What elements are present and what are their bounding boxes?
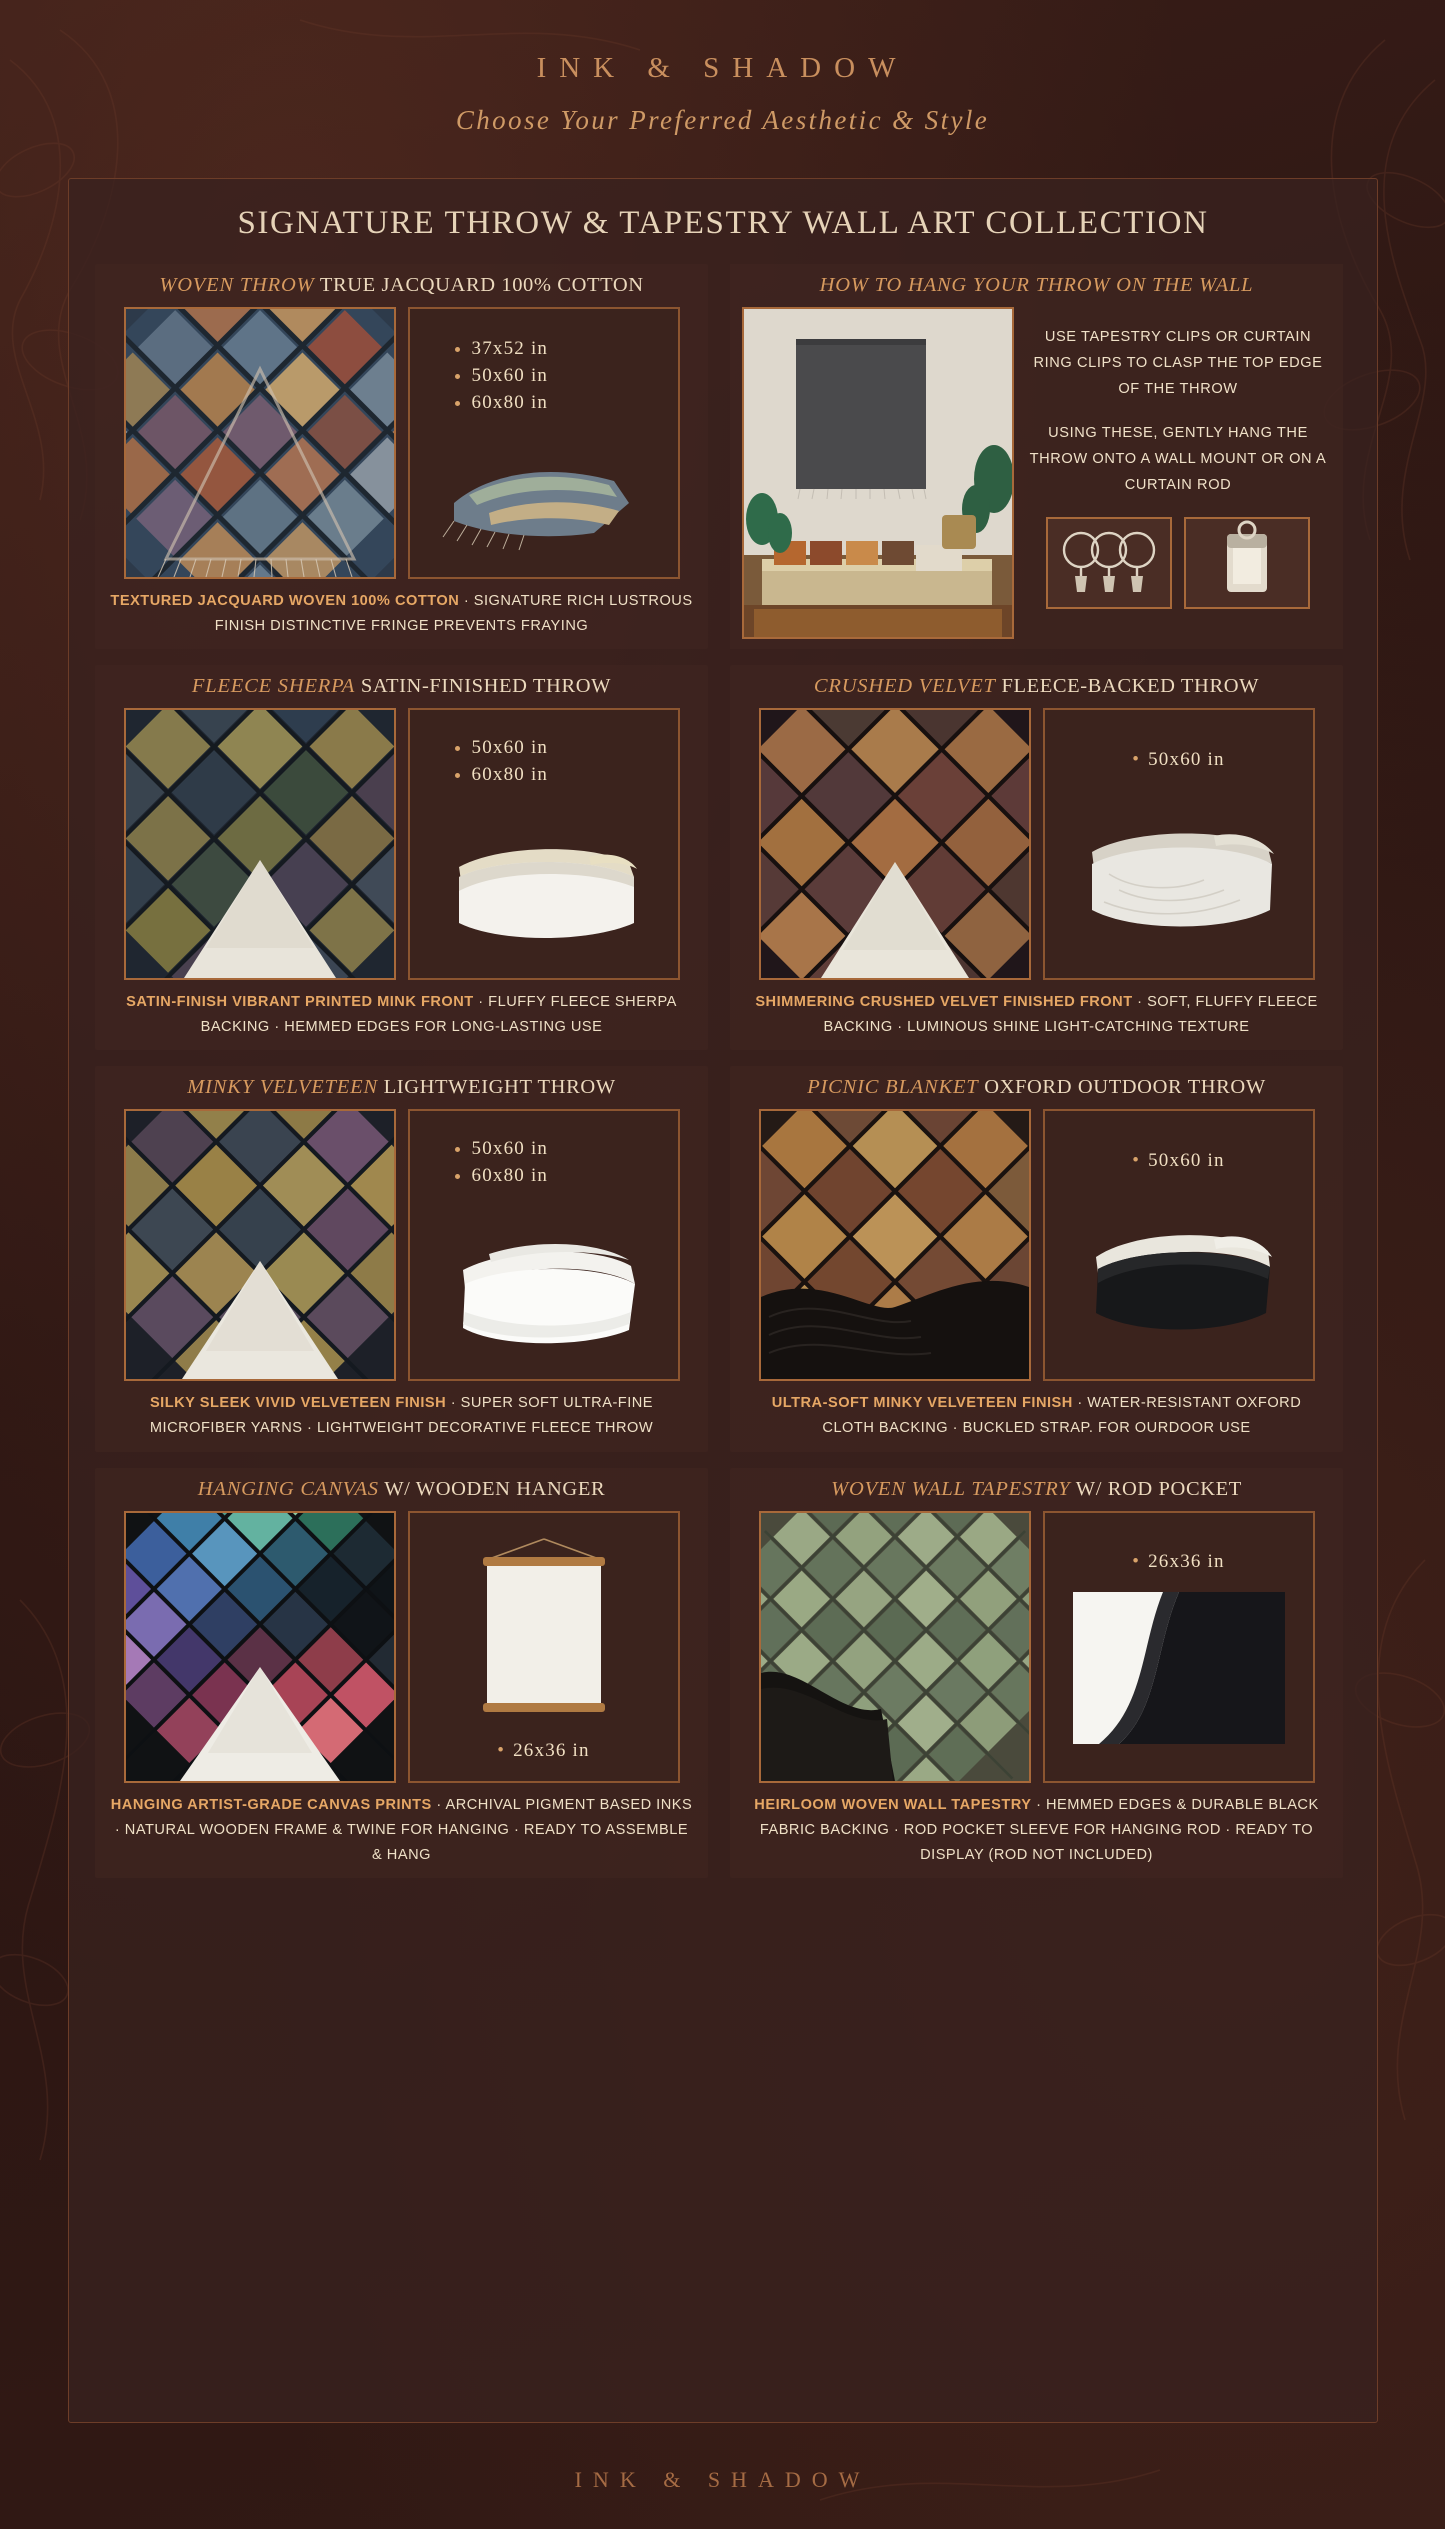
size-options-panel-picnic [1043,1109,1315,1381]
size-option: • 60x80 in [472,392,678,414]
card-body [95,1109,708,1381]
card-description-strong: TEXTURED JACQUARD WOVEN 100% COTTON [110,593,460,609]
size-list [1045,744,1313,776]
card-description [109,990,694,1040]
card-description-strong: ULTRA-SOFT MINKY VELVETEEN FINISH [771,1395,1073,1412]
card-title-rest: FLEECE-BACKED THROW [1001,675,1260,698]
room-photo-throw-on-wall [742,307,1014,639]
card-description [744,1793,1329,1868]
size-option: • 50x60 in [1132,1150,1225,1172]
card-description-rest: · ARCHIVAL PIGMENT BASED INKS · NATURAL WOODEN FRAME & TWINE FOR HANGING · READY TO ASSEMBLE & HANG [114,1796,693,1863]
card-title-emphasis: MINKY VELVETEEN [187,1076,378,1099]
card-body [95,307,708,579]
size-list [410,732,678,791]
card-description-rest: · SUPER SOFT ULTRA-FINE MICROFIBER YARNS · LIGHTWEIGHT DECORATIVE FLEECE THROW [149,1395,654,1437]
size-options-panel-velvet [1043,708,1315,980]
folded-velvet-illustration [1064,794,1294,944]
hang-instruction-2: USING THESE, GENTLY HANG THE THROW ONTO A WALL MOUNT OR ON A CURTAIN ROD [1029,424,1327,493]
card-description-strong: HEIRLOOM WOVEN WALL TAPESTRY [754,1796,1032,1813]
card-body [95,708,708,980]
size-option-label: 26x36 in [513,1739,590,1761]
card-description-rest: · WATER-RESISTANT OXFORD CLOTH BACKING · BUCKLED STRAP. FOR OURDOOR USE [822,1395,1302,1437]
how-to-hang-card [730,264,1343,649]
collection-panel [68,178,1378,2423]
card-body [730,1511,1343,1783]
card-description-strong: SHIMMERING CRUSHED VELVET FINISHED FRONT [755,994,1133,1011]
hang-instructions [1028,307,1328,639]
footer-brand: INK & SHADOW [574,2467,871,2492]
product-photo-picnic-pattern [759,1109,1031,1381]
product-photo-sherpa-pattern [124,708,396,980]
hang-card-body [730,307,1343,639]
folded-sherpa-illustration [429,807,659,957]
card-body [730,708,1343,980]
folded-picnic-illustration [1064,1195,1294,1345]
card-description [744,990,1329,1040]
size-options-panel-canvas [408,1511,680,1783]
size-list [410,1133,678,1192]
product-card-fleece-sherpa[interactable] [95,665,708,1050]
size-option: • 37x52 in [472,338,678,360]
product-photo-tapestry-pattern [759,1511,1031,1783]
product-photo-woven-pattern [124,307,396,579]
size-options-panel-woven [408,307,680,579]
hang-hardware-icons [1028,517,1328,609]
card-title [95,665,708,708]
hang-instruction-1: USE TAPESTRY CLIPS OR CURTAIN RING CLIPS TO CLASP THE TOP EDGE OF THE THROW [1033,329,1323,397]
size-option: • 50x60 in [472,737,678,759]
card-title-emphasis: WOVEN THROW [159,274,315,296]
card-body [730,1109,1343,1381]
card-description [109,1793,694,1868]
card-description-strong: HANGING ARTIST-GRADE CANVAS PRINTS [110,1796,432,1813]
card-title-rest: W/ ROD POCKET [1075,1477,1242,1500]
product-grid [95,264,1351,1878]
size-list [410,1735,678,1767]
size-options-panel-sherpa [408,708,680,980]
tapestry-backing-illustration [1059,1588,1299,1748]
card-title-emphasis: PICNIC BLANKET [807,1076,979,1099]
hang-card-title-text: HOW TO HANG YOUR THROW ON THE WALL [819,274,1254,296]
size-option: • 26x36 in [1132,1550,1225,1572]
card-title-rest: SATIN-FINISHED THROW [360,675,612,698]
grid-row-2 [95,665,1351,1050]
size-options-panel-minky [408,1109,680,1381]
card-title [730,1066,1343,1109]
card-description-rest: · FLUFFY FLEECE SHERPA BACKING · HEMMED EDGES FOR LONG-LASTING USE [200,994,677,1036]
product-card-minky-velveteen[interactable] [95,1066,708,1451]
card-title [95,1066,708,1109]
size-options-panel-tapestry [1043,1511,1315,1783]
card-title-rest: LIGHTWEIGHT THROW [383,1076,616,1099]
product-card-crushed-velvet[interactable] [730,665,1343,1050]
card-description-rest: · SIGNATURE RICH LUSTROUS FINISH DISTINCTIVE FRINGE PREVENTS FRAYING [214,593,693,635]
tapestry-clip-icon [1184,517,1310,609]
size-option-label: 50x60 in [1148,749,1225,771]
card-title-rest: W/ WOODEN HANGER [384,1477,606,1500]
size-list [410,333,678,419]
brand-title: INK & SHADOW [536,52,909,84]
card-description-strong: SILKY SLEEK VIVID VELVETEEN FINISH [149,1395,447,1412]
card-title [95,264,708,307]
product-card-woven-wall-tapestry[interactable] [730,1468,1343,1878]
card-title-emphasis: HANGING CANVAS [197,1477,379,1500]
canvas-with-hanger-illustration [449,1533,639,1729]
size-list [1045,1145,1313,1177]
card-body [95,1511,708,1783]
size-option-label: 26x36 in [1148,1550,1225,1572]
card-title [730,665,1343,708]
card-description-rest: · HEMMED EDGES & DURABLE BLACK FABRIC BACKING · ROD POCKET SLEEVE FOR HANGING ROD · READY TO DISPLAY (ROD NOT INCLUDED) [759,1796,1319,1863]
size-option: • 60x80 in [472,764,678,786]
card-title [95,1468,708,1511]
card-description-rest: · SOFT, FLUFFY FLEECE BACKING · LUMINOUS SHINE LIGHT-CATCHING TEXTURE [823,994,1318,1036]
card-description [109,1391,694,1441]
size-option: • 50x60 in [472,365,678,387]
size-list [1045,1546,1313,1578]
size-option: • 26x36 in [497,1739,590,1761]
size-option: • 50x60 in [1132,749,1225,771]
product-photo-velvet-pattern [759,708,1031,980]
hang-card-title [730,264,1343,307]
grid-row-4 [95,1468,1351,1878]
size-option: • 50x60 in [472,1138,678,1160]
curtain-ring-clips-icon [1046,517,1172,609]
product-photo-canvas-pattern [124,1511,396,1783]
card-description [744,1391,1329,1441]
product-card-picnic-blanket[interactable] [730,1066,1343,1451]
grid-row-3 [95,1066,1351,1451]
card-title-rest: OXFORD OUTDOOR THROW [984,1076,1266,1099]
card-description [109,589,694,639]
folded-minky-illustration [429,1208,659,1358]
grid-row-1 [95,264,1351,649]
page-title: SIGNATURE THROW & TAPESTRY WALL ART COLLECTION [237,205,1209,241]
folded-throw-illustration [429,433,659,553]
card-title-rest: TRUE JACQUARD 100% COTTON [319,274,644,296]
product-card-hanging-canvas[interactable] [95,1468,708,1878]
size-option-label: 50x60 in [1148,1150,1225,1172]
page-header [0,0,1445,180]
brand-tagline: Choose Your Preferred Aesthetic & Style [455,105,990,135]
card-title-emphasis: CRUSHED VELVET [813,675,996,698]
card-title-emphasis: WOVEN WALL TAPESTRY [831,1477,1071,1500]
card-title [730,1468,1343,1511]
product-photo-minky-pattern [124,1109,396,1381]
product-card-woven-throw[interactable] [95,264,708,649]
card-title-emphasis: FLEECE SHERPA [191,675,356,698]
size-option: • 60x80 in [472,1165,678,1187]
card-description-strong: SATIN-FINISH VIBRANT PRINTED MINK FRONT [126,994,474,1011]
